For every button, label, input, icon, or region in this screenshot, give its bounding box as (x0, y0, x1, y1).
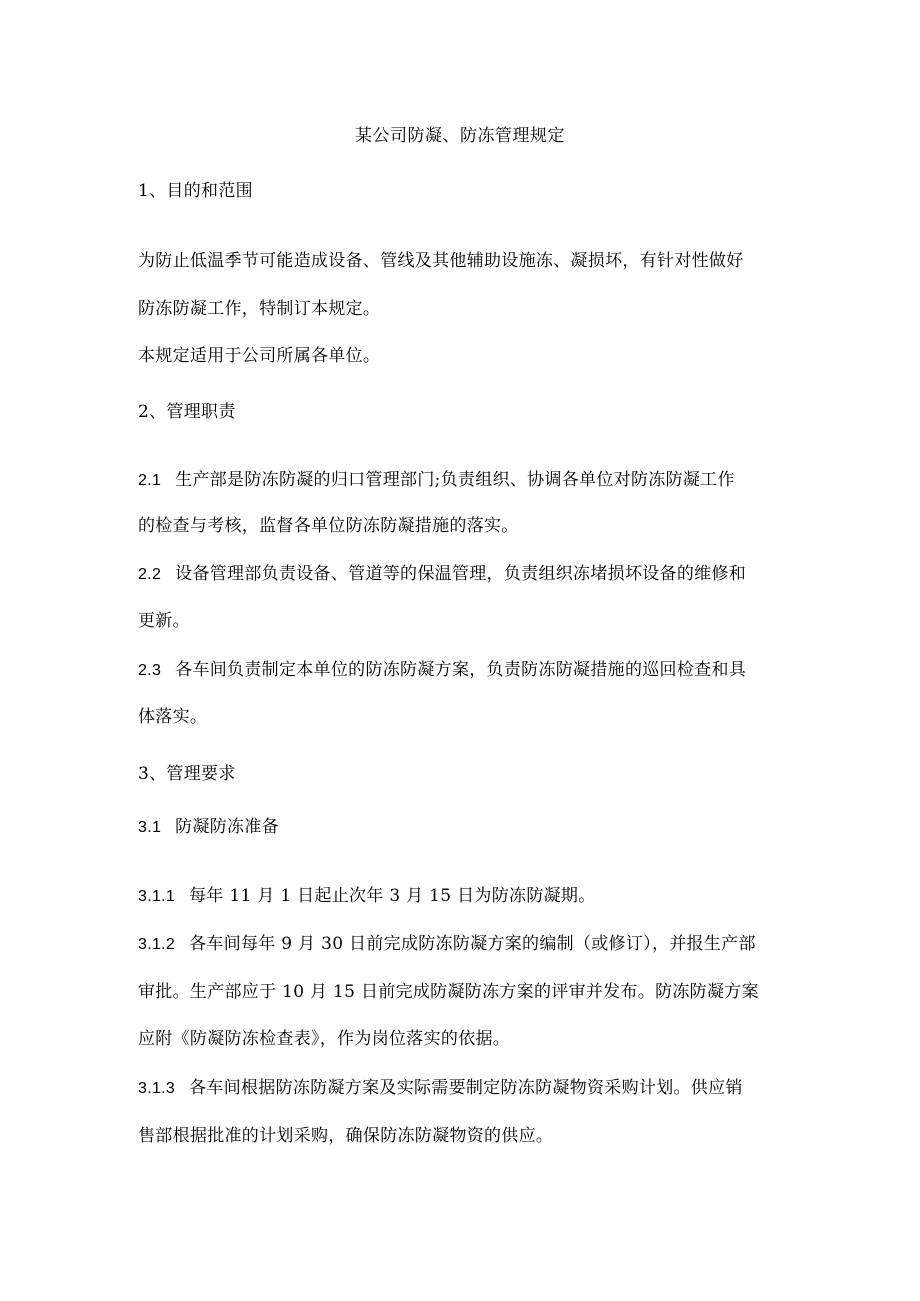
item-3-1-2-text: 各车间每年 9 月 30 日前完成防冻防凝方案的编制（或修订），并报生产部 (189, 934, 756, 954)
item-3-1-1-text: 每年 11 月 1 日起止次年 3 月 15 日为防冻防凝期。 (189, 886, 596, 906)
document-title: 某公司防凝、防冻管理规定 (355, 126, 565, 146)
item-3-1-2-line-3: 应附《防凝防冻检查表》，作为岗位落实的依据。 (138, 1029, 511, 1049)
item-2-2-text: 设备管理部负责设备、管道等的保温管理，负责组织冻堵损坏设备的维修和 (175, 564, 747, 584)
item-2-3-number: 2.3 (138, 662, 162, 679)
item-2-3-line-1 (138, 655, 788, 680)
item-2-3-text: 各车间负责制定本单位的防冻防凝方案，负责防冻防凝措施的巡回检查和具 (175, 660, 747, 680)
item-2-1-line-1 (138, 465, 788, 490)
section-1-para-1-line-2: 防冻防凝工作，特制订本规定。 (138, 299, 381, 319)
item-2-1-text: 生产部是防冻防凝的归口管理部门;负责组织、协调各单位对防冻防凝工作 (175, 470, 735, 490)
item-3-1-3-line-2: 售部根据批准的计划采购，确保防冻防凝物资的供应。 (138, 1126, 554, 1146)
section-1-para-2-line-1: 本规定适用于公司所属各单位。 (138, 346, 381, 366)
item-3-1-1-number: 3.1.1 (138, 888, 176, 905)
item-3-1-2-number: 3.1.2 (138, 936, 176, 953)
item-3-1-1-line-1 (138, 881, 788, 906)
item-3-1-3-line-1 (138, 1073, 788, 1098)
item-2-3-line-2: 体落实。 (138, 707, 208, 727)
item-2-2-line-2: 更新。 (138, 611, 190, 631)
subsection-3-1-number: 3.1 (138, 819, 162, 836)
section-2-heading: 2、管理职责 (138, 402, 236, 422)
item-2-1-number: 2.1 (138, 472, 162, 489)
item-2-2-number: 2.2 (138, 566, 162, 583)
item-2-2-line-1 (138, 559, 788, 584)
item-3-1-3-text: 各车间根据防冻防凝方案及实际需要制定防冻防凝物资采购计划。供应销 (189, 1078, 743, 1098)
section-1-para-1-line-1: 为防止低温季节可能造成设备、管线及其他辅助设施冻、凝损坏，有针对性做好 (138, 251, 744, 271)
subsection-3-1-heading (138, 812, 788, 837)
section-1-heading: 1、目的和范围 (138, 181, 253, 201)
section-3-heading: 3、管理要求 (138, 764, 236, 784)
item-3-1-2-line-1 (138, 929, 788, 954)
item-3-1-2-line-2: 审批。生产部应于 10 月 15 日前完成防凝防冻方案的评审并发布。防冻防凝方案 (138, 982, 759, 1002)
item-3-1-3-number: 3.1.3 (138, 1080, 176, 1097)
subsection-3-1-text: 防凝防冻准备 (175, 817, 279, 837)
item-2-1-line-2: 的检查与考核，监督各单位防冻防凝措施的落实。 (138, 516, 519, 536)
